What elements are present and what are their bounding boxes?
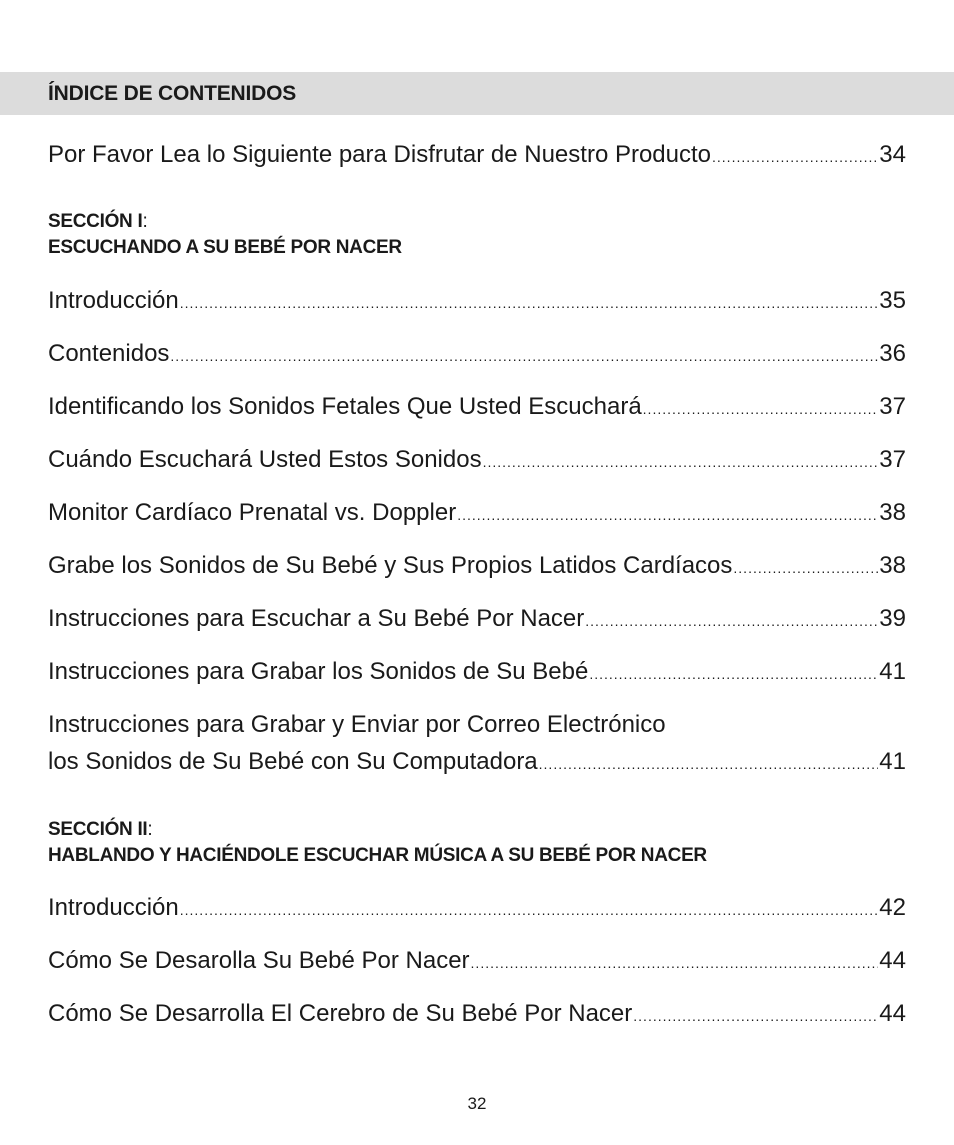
toc-entry-multiline[interactable]: [48, 747, 906, 779]
dot-leader: [643, 394, 879, 424]
section-1-label: SECCIÓN I: [48, 211, 143, 232]
toc-entry-page: 41: [879, 748, 906, 775]
toc-entry-page: 44: [879, 947, 906, 974]
toc-entry-page: 41: [879, 658, 906, 685]
toc-entry-page: 44: [879, 1000, 906, 1027]
toc-entry-page: 37: [879, 393, 906, 420]
dot-leader: [712, 142, 878, 172]
toc-entry[interactable]: [48, 286, 906, 318]
dot-leader: [539, 749, 879, 779]
toc-entry-page: 37: [879, 446, 906, 473]
section-1-colon: :: [142, 211, 148, 232]
section-2-colon: :: [147, 819, 153, 840]
dot-leader: [585, 606, 878, 636]
toc-entry-label: Grabe los Sonidos de Su Bebé y Sus Propios Latidos Cardíacos: [48, 552, 733, 579]
section-1-heading: [48, 209, 402, 261]
dot-leader: [180, 895, 879, 925]
section-2-label: SECCIÓN II: [48, 819, 148, 840]
toc-entry-label: Instrucciones para Escuchar a Su Bebé Por Nacer: [48, 605, 585, 632]
page-title: ÍNDICE DE CONTENIDOS: [48, 82, 297, 105]
toc-entry[interactable]: [48, 339, 906, 371]
dot-leader: [483, 447, 879, 477]
toc-entry-label: Monitor Cardíaco Prenatal vs. Doppler: [48, 499, 457, 526]
toc-entry-label: Instrucciones para Grabar los Sonidos de Su Bebé: [48, 658, 589, 685]
toc-entry-page: 38: [879, 499, 906, 526]
toc-entry-label: los Sonidos de Su Bebé con Su Computadora: [48, 748, 538, 775]
section-2-heading: [48, 817, 707, 869]
toc-entry-page: 35: [879, 287, 906, 314]
toc-entry-page: 36: [879, 340, 906, 367]
toc-entry-label: Introducción: [48, 287, 179, 314]
toc-entry[interactable]: [48, 657, 906, 689]
dot-leader: [733, 553, 878, 583]
toc-entry[interactable]: [48, 999, 906, 1031]
toc-entry-label: Contenidos: [48, 340, 170, 367]
toc-entry-page: 38: [879, 552, 906, 579]
toc-entry-page: 42: [879, 894, 906, 921]
dot-leader: [633, 1001, 878, 1031]
section-2-title: HABLANDO Y HACIÉNDOLE ESCUCHAR MÚSICA A SU BEBÉ POR NACER: [48, 845, 707, 866]
toc-entry[interactable]: [48, 604, 906, 636]
toc-entry-intro[interactable]: [48, 140, 906, 172]
toc-entry-label: Cómo Se Desarolla Su Bebé Por Nacer: [48, 947, 470, 974]
dot-leader: [457, 500, 878, 530]
toc-entry[interactable]: [48, 392, 906, 424]
toc-entry-label: Cuándo Escuchará Usted Estos Sonidos: [48, 446, 482, 473]
toc-entry-label: Introducción: [48, 894, 179, 921]
toc-entry[interactable]: [48, 498, 906, 530]
toc-entry-multiline-first-line[interactable]: Instrucciones para Grabar y Enviar por Correo Electrónico: [48, 711, 666, 738]
page-number: 32: [467, 1094, 487, 1113]
dot-leader: [471, 948, 879, 978]
toc-entry-page: 39: [879, 605, 906, 632]
toc-entry[interactable]: [48, 445, 906, 477]
section-1-title: ESCUCHANDO A SU BEBÉ POR NACER: [48, 237, 402, 258]
toc-entry[interactable]: [48, 893, 906, 925]
toc-entry[interactable]: [48, 946, 906, 978]
toc-entry[interactable]: [48, 551, 906, 583]
dot-leader: [180, 288, 879, 318]
toc-entry-page: 34: [879, 141, 906, 168]
toc-entry-label: Identificando los Sonidos Fetales Que Usted Escuchará: [48, 393, 642, 420]
dot-leader: [589, 659, 878, 689]
dot-leader: [170, 341, 878, 371]
toc-entry-label: Por Favor Lea lo Siguiente para Disfrutar de Nuestro Producto: [48, 141, 712, 168]
toc-entry-label: Cómo Se Desarrolla El Cerebro de Su Bebé Por Nacer: [48, 1000, 633, 1027]
